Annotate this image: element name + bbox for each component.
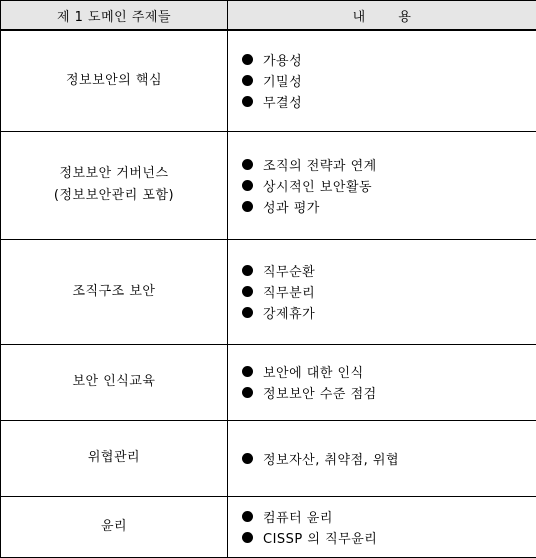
bullet-icon (242, 307, 253, 318)
list-item (242, 49, 536, 70)
item-text: 기밀성 (263, 75, 303, 91)
content-cell (228, 30, 536, 131)
bullet-list (242, 260, 536, 323)
item-text: 무결성 (263, 96, 303, 112)
list-item (242, 196, 536, 217)
domain-label: 윤리 (100, 518, 128, 534)
content-cell (228, 496, 536, 557)
bullet-list (242, 49, 536, 112)
table-row (1, 131, 536, 239)
content-cell (228, 239, 536, 344)
list-item (242, 527, 536, 548)
list-item (242, 448, 536, 469)
bullet-list (242, 154, 536, 217)
table-row (1, 344, 536, 420)
domain-label: 위협관리 (87, 450, 141, 465)
list-item (242, 175, 536, 196)
item-text: 정보자산, 취약점, 위협 (263, 452, 400, 468)
table-row (1, 496, 536, 557)
bullet-icon (242, 453, 253, 464)
domain-cell (1, 344, 228, 420)
item-text: 가용성 (263, 54, 303, 70)
item-text: CISSP 의 직무윤리 (263, 531, 378, 547)
bullet-icon (242, 511, 253, 522)
list-item (242, 260, 536, 281)
domain-label-sub: (정보보안관리 포함) (53, 188, 175, 203)
domain-label: 조직구조 보안 (72, 283, 156, 299)
table-row (1, 239, 536, 344)
bullet-icon (242, 180, 253, 191)
bullet-icon (242, 201, 253, 212)
list-item (242, 91, 536, 112)
bullet-icon (242, 532, 253, 543)
domain-cell (1, 30, 228, 131)
item-text: 정보보안 수준 점검 (263, 387, 377, 402)
item-text: 직무순환 (263, 265, 316, 280)
bullet-list (242, 448, 536, 469)
bullet-icon (242, 387, 253, 398)
domain-cell (1, 239, 228, 344)
domain-cell (1, 131, 228, 239)
list-item (242, 506, 536, 527)
header-domain-topics: 제 1 도메인 주제들 (1, 1, 228, 31)
bullet-icon (242, 54, 253, 65)
item-text: 컴퓨터 윤리 (263, 510, 333, 526)
bullet-icon (242, 96, 253, 107)
list-item (242, 361, 536, 382)
item-text: 보안에 대한 인식 (263, 366, 364, 381)
bullet-icon (242, 159, 253, 170)
list-item (242, 154, 536, 175)
bullet-icon (242, 75, 253, 86)
domain-cell (1, 420, 228, 496)
list-item (242, 70, 536, 91)
bullet-list (242, 361, 536, 403)
table-row (1, 30, 536, 131)
item-text: 강제휴가 (263, 307, 316, 322)
header-content: 내 용 (228, 1, 536, 31)
content-cell (228, 344, 536, 420)
bullet-icon (242, 366, 253, 377)
content-cell (228, 420, 536, 496)
item-text: 상시적인 보안활동 (263, 179, 373, 195)
list-item (242, 382, 536, 403)
bullet-icon (242, 286, 253, 297)
item-text: 직무분리 (263, 286, 316, 301)
domain-label: 정보보안의 핵심 (65, 72, 163, 88)
bullet-icon (242, 265, 253, 276)
bullet-list (242, 506, 536, 548)
content-cell (228, 131, 536, 239)
list-item (242, 281, 536, 302)
domain-label: 정보보안 거버넌스 (59, 166, 169, 181)
item-text: 조직의 전략과 연계 (263, 158, 377, 174)
domain-label: 보안 인식교육 (72, 374, 156, 389)
item-text: 성과 평가 (263, 200, 320, 216)
list-item (242, 302, 536, 323)
table-row (1, 420, 536, 496)
domain-cell (1, 496, 228, 557)
table-header-row (1, 1, 536, 31)
